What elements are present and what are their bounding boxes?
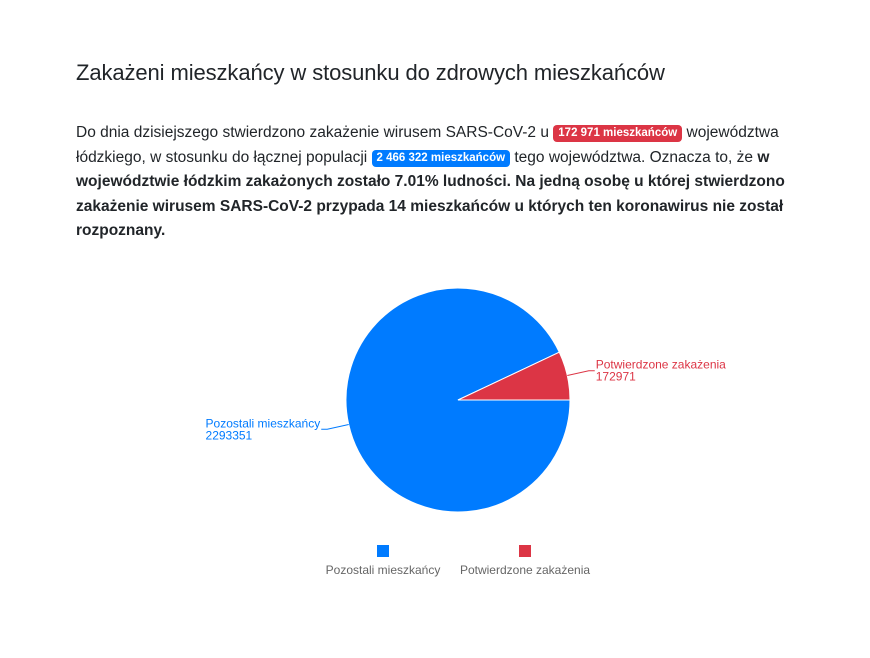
legend-swatch-infected [519,545,531,557]
chart-legend [0,543,870,583]
page-title: Zakażeni mieszkańcy w stosunku do zdrowych mieszkańców [76,60,665,85]
data-label-infected-name: Potwierdzone zakażenia [595,357,726,372]
legend-label-infected: Potwierdzone zakażenia [459,563,591,577]
summary-text-2: województwa łódzkiego, w stosunku do łącznej populacji [76,124,779,166]
leader-line-infected [567,371,594,376]
legend-item-healthy[interactable] [303,543,463,577]
summary-paragraph [76,121,816,244]
summary-text-3: tego województwa. Oznacza to, że [510,148,758,166]
data-label-healthy-name: Pozostali mieszkańcy [205,416,321,431]
legend-swatch-healthy [377,545,389,557]
population-count-badge: 2 466 322 mieszkańców [372,150,511,167]
leader-line-healthy [321,424,348,429]
infected-count-badge: 172 971 mieszkańców [553,125,682,142]
legend-item-infected[interactable] [445,543,605,577]
data-label-infected-value: 172971 [595,369,636,384]
legend-label-healthy: Pozostali mieszkańcy [325,563,441,577]
data-label-healthy-value: 2293351 [205,428,253,443]
summary-text-1: Do dnia dzisiejszego stwierdzono zakażenie wirusem SARS-CoV-2 u [76,124,554,141]
pie-chart [0,250,870,540]
summary-bold-text: w województwie łódzkim zakażonych zostało 7.01% ludności. Na jedną osobę u której stwierdzono zakażenie wirusem SARS-CoV-2 przypada 14 mieszkańców u których ten koronawirus nie został rozpoznany. [76,148,785,240]
